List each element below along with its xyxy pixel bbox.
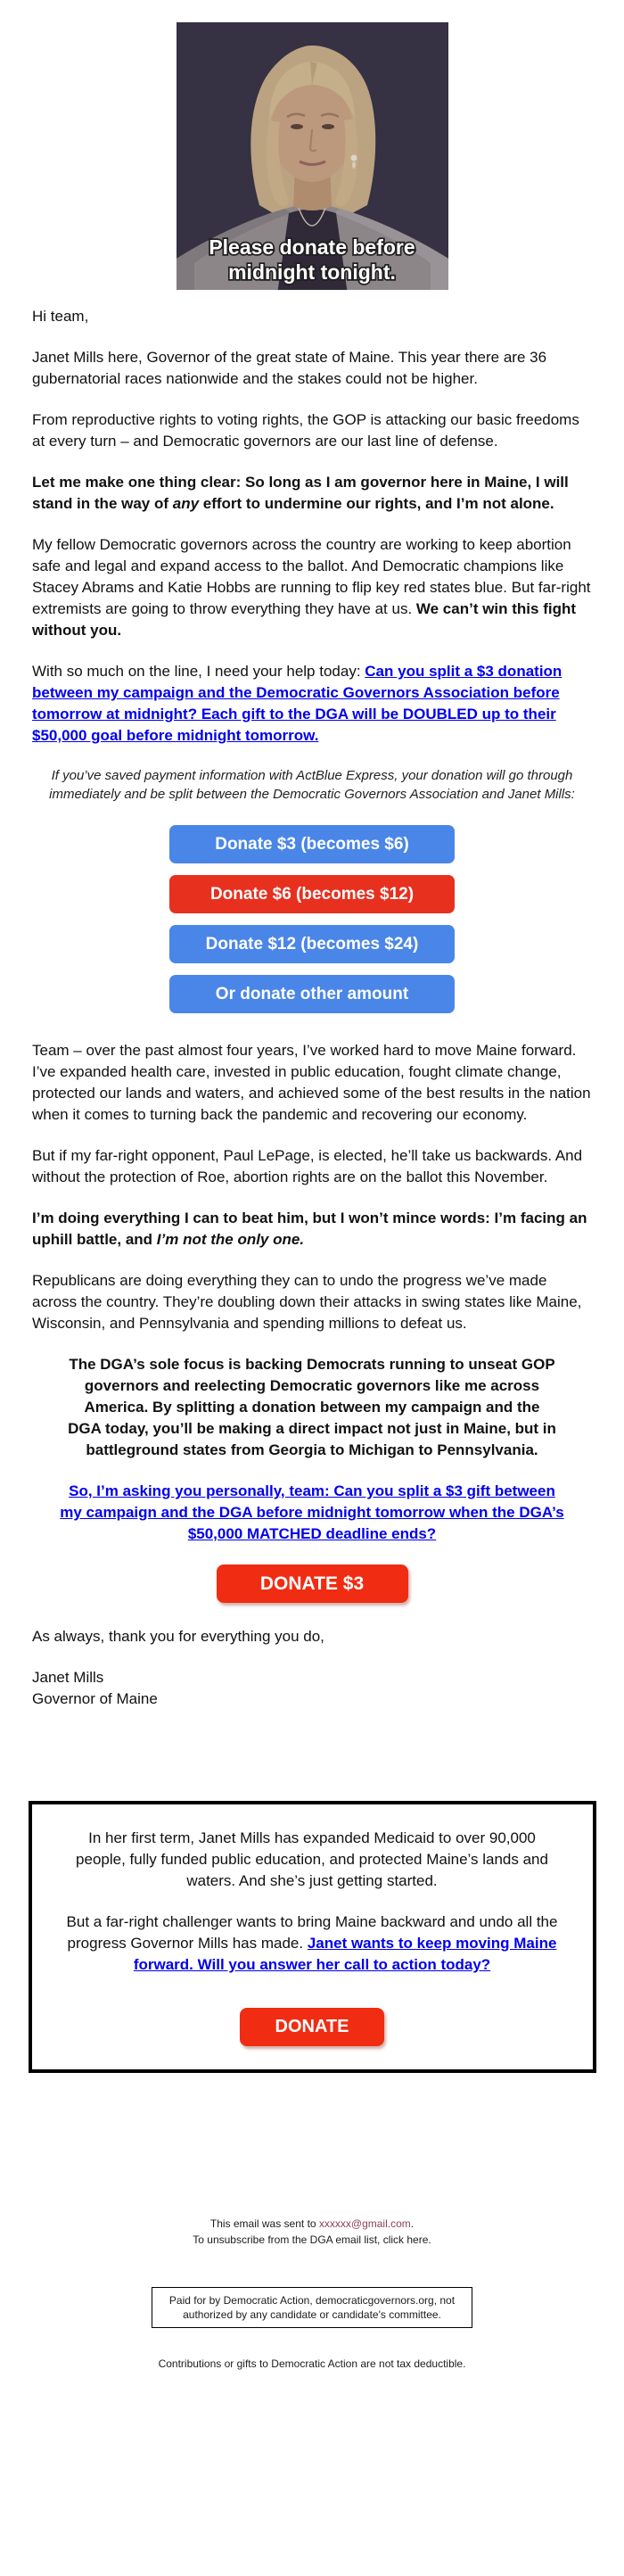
actblue-disclaimer: If you’ve saved payment information with ActBlue Express, your donation will go through immediately and be split between the Democratic Governors Association and Janet Mills:: [49, 768, 575, 802]
signature-title: Governor of Maine: [32, 1690, 158, 1707]
paragraph-make-clear: Let me make one thing clear: So long as I am governor here in Maine, I will stand in the way of any effort to undermine our rights, and I’m not alone.: [32, 474, 569, 512]
footer: [0, 2216, 624, 2248]
sent-to-line: This email was sent to xxxxxx@gmail.com.: [209, 2217, 415, 2230]
split-donation-link[interactable]: Can you split a $3 donation between my campaign and the Democratic Governors Association before tomorrow at midnight? Each gift to the DGA will be DOUBLED up to their $50,000 goal before midnight tomorrow.: [32, 663, 562, 744]
box-paragraph-challenger: But a far-right challenger wants to bring Maine backward and undo all the progress Governor Mills has made. Janet wants to keep moving Maine forward. Will you answer her call to action today?: [66, 1913, 558, 1973]
tax-deductible-line: Contributions or gifts to Democratic Action are not tax deductible.: [158, 2357, 466, 2370]
paragraph-team-record: Team – over the past almost four years, I’ve worked hard to move Maine forward. I’ve expanded health care, invested in public education, fought climate change, protected our lands and waters, and achieved some of the best results in the nation when it comes to turning back the pandemic and recovering our economy.: [32, 1042, 591, 1123]
highlight-box: [29, 1801, 596, 2073]
paid-for-text: Paid for by Democratic Action, democraticgovernors.org, not authorized by any candidate or candidate's committee.: [168, 2294, 456, 2321]
paragraph-ask-split: With so much on the line, I need your help today: Can you split a $3 donation between my campaign and the Democratic Governors Association before tomorrow at midnight? Each gift to the DGA will be DOUBLED up to their $50,000 goal before midnight tomorrow.: [32, 663, 562, 744]
greeting: Hi team,: [32, 308, 89, 325]
hero-photo: [0, 0, 624, 290]
paid-for-disclaimer-box: [152, 2287, 472, 2328]
unsubscribe-line[interactable]: To unsubscribe from the DGA email list, click here.: [193, 2233, 431, 2246]
personal-ask-link[interactable]: So, I’m asking you personally, team: Can you split a $3 gift between my campaign and the DGA before midnight tomorrow when the DGA’s $50,000 MATCHED deadline ends?: [60, 1482, 564, 1542]
donate-3-button[interactable]: Donate $3 (becomes $6): [169, 825, 455, 863]
paragraph-fellow-governors: My fellow Democratic governors across the country are working to keep abortion safe and legal and expand access to the ballot. And Democratic champions like Stacey Abrams and Katie Hobbs are running to flip key red states blue. But far-right extremists are going to throw everything they have at us. We can’t win this fight without you.: [32, 536, 591, 639]
donate-box-button[interactable]: DONATE: [240, 2008, 385, 2046]
thanks-line: As always, thank you for everything you do,: [32, 1628, 324, 1645]
paragraph-republicans: Republicans are doing everything they can to undo the progress we’ve made across the country. They’re doubling down their attacks in swing states like Maine, Wisconsin, and Pennsylvania and spending millions to defeat us.: [32, 1272, 582, 1332]
signature-name: Janet Mills: [32, 1669, 104, 1686]
call-to-action-link[interactable]: Janet wants to keep moving Maine forward. Will you answer her call to action today?: [133, 1935, 557, 1973]
paragraph-intro: Janet Mills here, Governor of the great state of Maine. This year there are 36 gubernatorial races nationwide and the stakes could not be higher.: [32, 349, 547, 387]
donate-12-button[interactable]: Donate $12 (becomes $24): [169, 925, 455, 963]
donate-3-cta-button[interactable]: DONATE $3: [217, 1565, 408, 1603]
paragraph-lepage: But if my far-right opponent, Paul LePage, is elected, he’ll take us backwards. And without the protection of Roe, abortion rights are on the ballot this November.: [32, 1147, 583, 1185]
email-content: [0, 306, 624, 1710]
donate-6-button[interactable]: Donate $6 (becomes $12): [169, 875, 455, 913]
paragraph-personal-ask: [32, 1481, 592, 1545]
donate-other-button[interactable]: Or donate other amount: [169, 975, 455, 1013]
recipient-email: xxxxxx@gmail.com: [318, 2217, 411, 2230]
paragraph-uphill: I’m doing everything I can to beat him, but I won’t mince words: I’m facing an uphill battle, and I’m not the only one.: [32, 1210, 587, 1248]
donate-button-stack: [32, 825, 592, 1013]
paragraph-dga-focus: The DGA’s sole focus is backing Democrats running to unseat GOP governors and reelecting Democratic governors like me across America. By splitting a donation between my campaign and the DGA today, you’ll be making a direct impact not just in Maine, but in battleground states from Georgia to Michigan to Pennsylvania.: [68, 1356, 556, 1458]
signature: [32, 1667, 592, 1710]
paragraph-gop-attack: From reproductive rights to voting rights, the GOP is attacking our basic freedoms at every turn – and Democratic governors are our last line of defense.: [32, 411, 579, 450]
photo-caption-line1: Please donate before: [208, 235, 415, 259]
janet-mills-photo: [177, 22, 448, 290]
photo-caption-line2: midnight tonight.: [227, 260, 396, 284]
box-paragraph-record: In her first term, Janet Mills has expanded Medicaid to over 90,000 people, fully funded public education, and protected Maine’s lands and waters. And she’s just getting started.: [76, 1829, 548, 1889]
